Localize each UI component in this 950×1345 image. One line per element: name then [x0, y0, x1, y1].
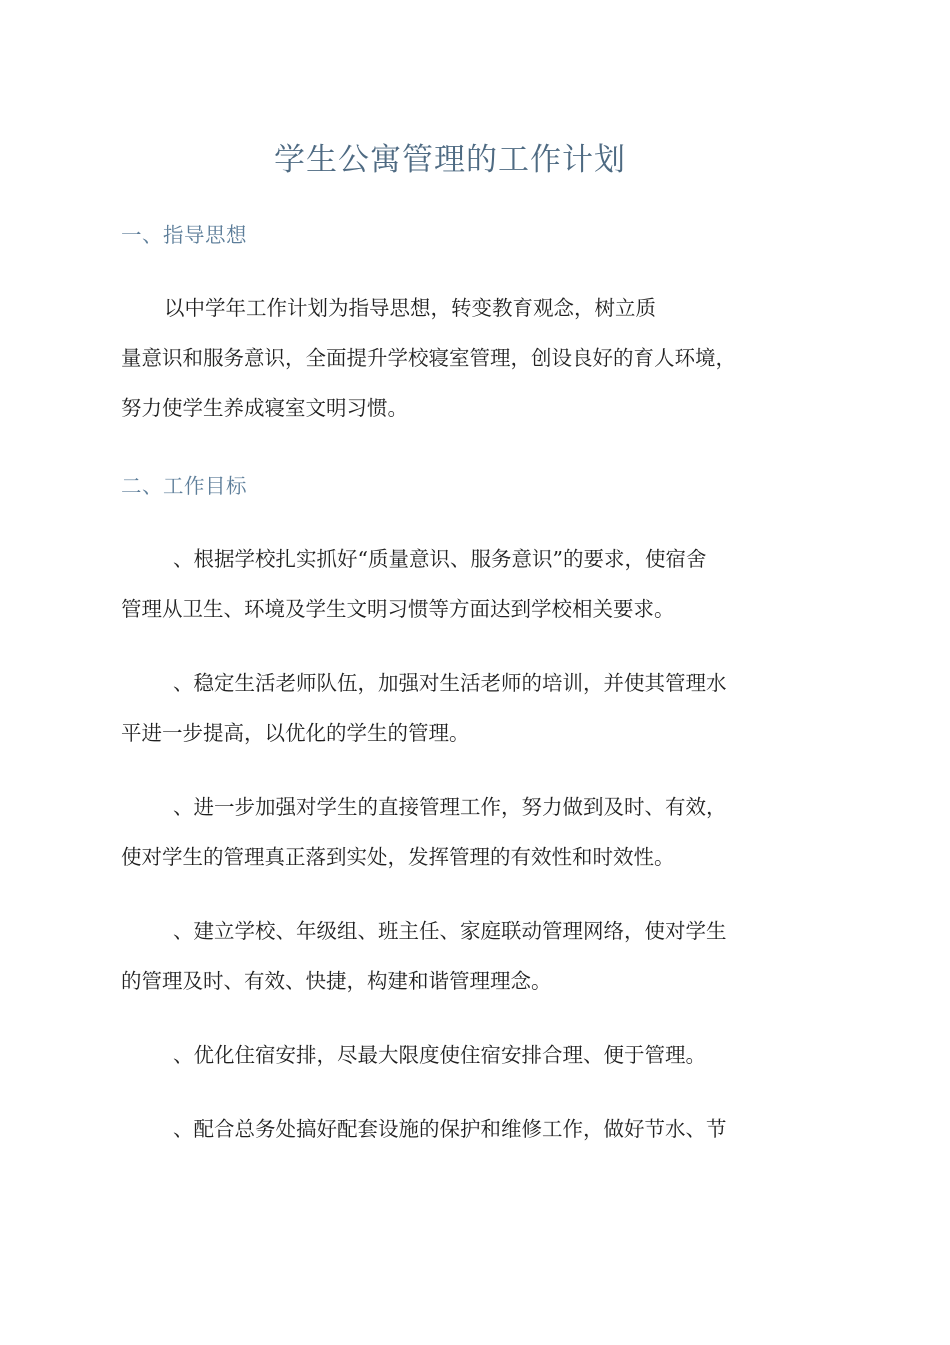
paragraph-line: 、配合总务处搞好配套设施的保护和维修工作，做好节水、节	[173, 1117, 727, 1141]
paragraph-line: 以中学年工作计划为指导思想，转变教育观念，树立质	[164, 296, 656, 320]
section-heading-work-goals: 二、工作目标	[121, 474, 247, 498]
paragraph-line: 的管理及时、有效、快捷，构建和谐管理理念。	[121, 969, 552, 993]
document-title: 学生公寓管理的工作计划	[274, 142, 626, 178]
paragraph-line: 、稳定生活老师队伍，加强对生活老师的培训，并使其管理水	[173, 671, 727, 695]
paragraph-line: 量意识和服务意识，全面提升学校寝室管理，创设良好的育人环境，	[121, 346, 736, 370]
paragraph-line: 管理从卫生、环境及学生文明习惯等方面达到学校相关要求。	[121, 597, 675, 621]
paragraph-guiding-ideology	[121, 283, 781, 433]
goal-item-3	[121, 782, 781, 882]
paragraph-line: 、建立学校、年级组、班主任、家庭联动管理网络，使对学生	[173, 919, 727, 943]
paragraph-line: 、根据学校扎实抓好“质量意识、服务意识”的要求，使宿舍	[173, 547, 707, 571]
paragraph-line: 、进一步加强对学生的直接管理工作，努力做到及时、有效，	[173, 795, 727, 819]
section-heading-guiding-ideology: 一、指导思想	[121, 223, 247, 247]
goal-item-4	[121, 906, 781, 1006]
paragraph-line: 、优化住宿安排，尽最大限度使住宿安排合理、便于管理。	[173, 1043, 706, 1067]
paragraph-line: 平进一步提高，以优化的学生的管理。	[121, 721, 470, 745]
goal-item-6	[121, 1104, 781, 1154]
paragraph-line: 努力使学生养成寝室文明习惯。	[121, 396, 408, 420]
goal-item-1	[121, 534, 781, 634]
paragraph-line: 使对学生的管理真正落到实处，发挥管理的有效性和时效性。	[121, 845, 675, 869]
goal-item-5	[121, 1030, 781, 1080]
goal-item-2	[121, 658, 781, 758]
